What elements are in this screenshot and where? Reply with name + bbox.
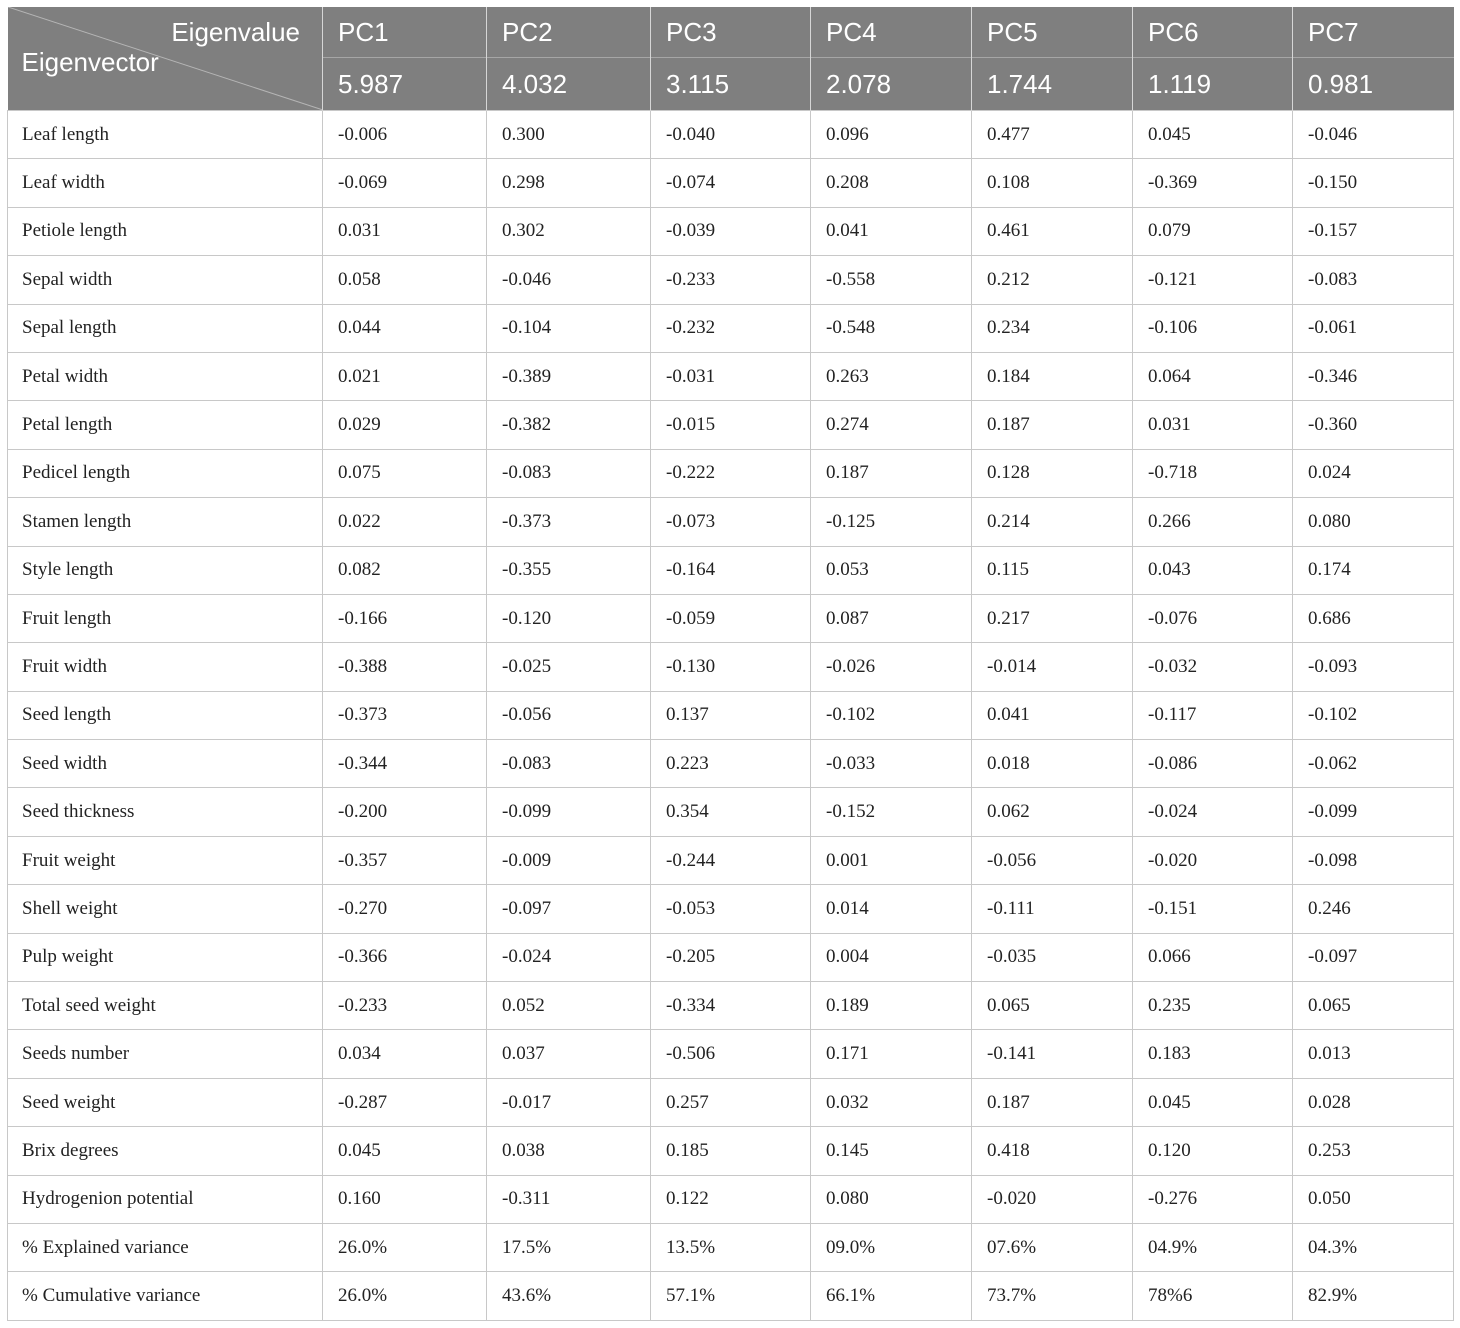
table-cell: 0.080 bbox=[811, 1175, 972, 1223]
table-cell: -0.117 bbox=[1133, 691, 1293, 739]
eigenvector-table bbox=[7, 7, 1454, 1321]
table-cell: -0.062 bbox=[1293, 740, 1454, 788]
table-cell: -0.097 bbox=[1293, 933, 1454, 981]
table-cell: -0.024 bbox=[1133, 788, 1293, 836]
table-cell: -0.111 bbox=[972, 885, 1133, 933]
table-cell: 0.234 bbox=[972, 304, 1133, 352]
table-cell: 0.160 bbox=[323, 1175, 487, 1223]
component-header: PC4 bbox=[811, 7, 972, 58]
table-row bbox=[8, 546, 1454, 594]
row-label: Seed length bbox=[8, 691, 323, 739]
table-cell: 0.266 bbox=[1133, 498, 1293, 546]
table-cell: -0.344 bbox=[323, 740, 487, 788]
table-cell: 82.9% bbox=[1293, 1272, 1454, 1320]
table-cell: -0.039 bbox=[651, 207, 811, 255]
row-label: Sepal width bbox=[8, 256, 323, 304]
table-cell: -0.357 bbox=[323, 836, 487, 884]
table-cell: -0.130 bbox=[651, 643, 811, 691]
table-cell: -0.232 bbox=[651, 304, 811, 352]
table-cell: -0.015 bbox=[651, 401, 811, 449]
table-cell: 0.208 bbox=[811, 159, 972, 207]
table-cell: -0.389 bbox=[487, 352, 651, 400]
row-label: Sepal length bbox=[8, 304, 323, 352]
eigenvalue-header: 0.981 bbox=[1293, 58, 1454, 111]
table-row bbox=[8, 594, 1454, 642]
table-cell: -0.014 bbox=[972, 643, 1133, 691]
table-cell: -0.099 bbox=[1293, 788, 1454, 836]
table-cell: -0.164 bbox=[651, 546, 811, 594]
component-header: PC3 bbox=[651, 7, 811, 58]
table-cell: 0.108 bbox=[972, 159, 1133, 207]
table-cell: -0.150 bbox=[1293, 159, 1454, 207]
row-label: Shell weight bbox=[8, 885, 323, 933]
row-label: Pulp weight bbox=[8, 933, 323, 981]
table-cell: 0.065 bbox=[1293, 982, 1454, 1030]
table-body bbox=[8, 111, 1454, 1321]
table-cell: -0.035 bbox=[972, 933, 1133, 981]
table-cell: -0.020 bbox=[972, 1175, 1133, 1223]
table-cell: -0.355 bbox=[487, 546, 651, 594]
table-cell: 0.418 bbox=[972, 1127, 1133, 1175]
row-label: Petal length bbox=[8, 401, 323, 449]
table-row bbox=[8, 1272, 1454, 1320]
table-row bbox=[8, 256, 1454, 304]
table-cell: -0.061 bbox=[1293, 304, 1454, 352]
table-row bbox=[8, 836, 1454, 884]
eigenvalue-header: 1.119 bbox=[1133, 58, 1293, 111]
row-label: Leaf length bbox=[8, 111, 323, 159]
table-cell: 0.041 bbox=[811, 207, 972, 255]
table-cell: 0.274 bbox=[811, 401, 972, 449]
table-cell: 0.087 bbox=[811, 594, 972, 642]
table-cell: 0.187 bbox=[972, 401, 1133, 449]
table-cell: -0.083 bbox=[1293, 256, 1454, 304]
table-row bbox=[8, 1175, 1454, 1223]
row-label: Petiole length bbox=[8, 207, 323, 255]
table-cell: 0.189 bbox=[811, 982, 972, 1030]
table-cell: -0.083 bbox=[487, 740, 651, 788]
table-cell: 0.174 bbox=[1293, 546, 1454, 594]
table-cell: -0.099 bbox=[487, 788, 651, 836]
component-header: PC2 bbox=[487, 7, 651, 58]
table-row bbox=[8, 1127, 1454, 1175]
table-cell: -0.033 bbox=[811, 740, 972, 788]
table-cell: 17.5% bbox=[487, 1223, 651, 1271]
table-row bbox=[8, 1078, 1454, 1126]
table-row bbox=[8, 159, 1454, 207]
table-cell: -0.369 bbox=[1133, 159, 1293, 207]
table-cell: -0.244 bbox=[651, 836, 811, 884]
table-cell: 0.029 bbox=[323, 401, 487, 449]
table-cell: -0.032 bbox=[1133, 643, 1293, 691]
table-cell: 0.115 bbox=[972, 546, 1133, 594]
table-cell: 0.187 bbox=[811, 449, 972, 497]
row-label: Pedicel length bbox=[8, 449, 323, 497]
table-cell: -0.017 bbox=[487, 1078, 651, 1126]
row-label: Seed thickness bbox=[8, 788, 323, 836]
table-cell: -0.360 bbox=[1293, 401, 1454, 449]
table-cell: -0.276 bbox=[1133, 1175, 1293, 1223]
eigenvalue-header: 2.078 bbox=[811, 58, 972, 111]
table-cell: -0.346 bbox=[1293, 352, 1454, 400]
table-cell: 0.044 bbox=[323, 304, 487, 352]
table-cell: 0.263 bbox=[811, 352, 972, 400]
table-cell: 57.1% bbox=[651, 1272, 811, 1320]
table-cell: -0.125 bbox=[811, 498, 972, 546]
table-cell: -0.031 bbox=[651, 352, 811, 400]
table-cell: -0.086 bbox=[1133, 740, 1293, 788]
table-cell: 0.031 bbox=[323, 207, 487, 255]
row-label: Seed weight bbox=[8, 1078, 323, 1126]
table-cell: -0.157 bbox=[1293, 207, 1454, 255]
table-cell: -0.025 bbox=[487, 643, 651, 691]
row-label: Brix degrees bbox=[8, 1127, 323, 1175]
table-cell: 0.079 bbox=[1133, 207, 1293, 255]
table-row bbox=[8, 498, 1454, 546]
table-cell: -0.270 bbox=[323, 885, 487, 933]
table-cell: 0.461 bbox=[972, 207, 1133, 255]
table-cell: 0.004 bbox=[811, 933, 972, 981]
table-cell: 0.037 bbox=[487, 1030, 651, 1078]
row-label: Seed width bbox=[8, 740, 323, 788]
table-cell: 0.477 bbox=[972, 111, 1133, 159]
table-cell: -0.382 bbox=[487, 401, 651, 449]
table-cell: 0.021 bbox=[323, 352, 487, 400]
table-cell: 0.053 bbox=[811, 546, 972, 594]
row-label: Leaf width bbox=[8, 159, 323, 207]
table-cell: 26.0% bbox=[323, 1223, 487, 1271]
row-label: Seeds number bbox=[8, 1030, 323, 1078]
table-cell: 0.235 bbox=[1133, 982, 1293, 1030]
table-cell: -0.053 bbox=[651, 885, 811, 933]
table-cell: -0.046 bbox=[487, 256, 651, 304]
eigenvalue-header: 1.744 bbox=[972, 58, 1133, 111]
table-cell: 0.032 bbox=[811, 1078, 972, 1126]
table-cell: 0.354 bbox=[651, 788, 811, 836]
table-cell: 0.082 bbox=[323, 546, 487, 594]
eigenvalue-header-label: Eigenvalue bbox=[171, 17, 300, 47]
table-cell: 73.7% bbox=[972, 1272, 1133, 1320]
table-cell: 0.050 bbox=[1293, 1175, 1454, 1223]
table-cell: -0.388 bbox=[323, 643, 487, 691]
table-cell: -0.205 bbox=[651, 933, 811, 981]
table-cell: -0.287 bbox=[323, 1078, 487, 1126]
table-cell: 0.253 bbox=[1293, 1127, 1454, 1175]
table-cell: 0.014 bbox=[811, 885, 972, 933]
table-cell: -0.024 bbox=[487, 933, 651, 981]
row-label: Total seed weight bbox=[8, 982, 323, 1030]
table-row bbox=[8, 740, 1454, 788]
table-cell: 0.038 bbox=[487, 1127, 651, 1175]
table-cell: 26.0% bbox=[323, 1272, 487, 1320]
table-cell: -0.506 bbox=[651, 1030, 811, 1078]
table-cell: 07.6% bbox=[972, 1223, 1133, 1271]
table-row bbox=[8, 449, 1454, 497]
table-row bbox=[8, 401, 1454, 449]
table-cell: 0.120 bbox=[1133, 1127, 1293, 1175]
component-header: PC1 bbox=[323, 7, 487, 58]
table-cell: 0.028 bbox=[1293, 1078, 1454, 1126]
table-cell: -0.102 bbox=[1293, 691, 1454, 739]
table-cell: -0.106 bbox=[1133, 304, 1293, 352]
table-row bbox=[8, 933, 1454, 981]
table-row bbox=[8, 1030, 1454, 1078]
row-label: Petal width bbox=[8, 352, 323, 400]
eigenvector-table-container bbox=[7, 7, 1453, 1321]
table-cell: 0.024 bbox=[1293, 449, 1454, 497]
table-cell: 0.122 bbox=[651, 1175, 811, 1223]
table-cell: -0.718 bbox=[1133, 449, 1293, 497]
table-cell: -0.166 bbox=[323, 594, 487, 642]
table-cell: -0.076 bbox=[1133, 594, 1293, 642]
table-cell: -0.373 bbox=[323, 691, 487, 739]
table-cell: 04.3% bbox=[1293, 1223, 1454, 1271]
table-cell: 0.171 bbox=[811, 1030, 972, 1078]
table-cell: -0.373 bbox=[487, 498, 651, 546]
table-cell: -0.233 bbox=[323, 982, 487, 1030]
table-row bbox=[8, 111, 1454, 159]
table-row bbox=[8, 207, 1454, 255]
table-cell: -0.074 bbox=[651, 159, 811, 207]
table-cell: 0.064 bbox=[1133, 352, 1293, 400]
table-cell: 0.185 bbox=[651, 1127, 811, 1175]
table-header bbox=[8, 7, 1454, 111]
table-row bbox=[8, 982, 1454, 1030]
table-cell: -0.009 bbox=[487, 836, 651, 884]
table-cell: 0.214 bbox=[972, 498, 1133, 546]
table-cell: 0.686 bbox=[1293, 594, 1454, 642]
eigenvalue-header: 3.115 bbox=[651, 58, 811, 111]
table-cell: 0.045 bbox=[1133, 111, 1293, 159]
table-cell: 0.045 bbox=[1133, 1078, 1293, 1126]
table-cell: 0.052 bbox=[487, 982, 651, 1030]
table-cell: 04.9% bbox=[1133, 1223, 1293, 1271]
table-cell: -0.120 bbox=[487, 594, 651, 642]
table-cell: -0.121 bbox=[1133, 256, 1293, 304]
table-cell: 0.022 bbox=[323, 498, 487, 546]
table-cell: -0.558 bbox=[811, 256, 972, 304]
table-cell: -0.006 bbox=[323, 111, 487, 159]
table-cell: -0.102 bbox=[811, 691, 972, 739]
table-cell: -0.104 bbox=[487, 304, 651, 352]
table-cell: -0.151 bbox=[1133, 885, 1293, 933]
table-cell: 0.302 bbox=[487, 207, 651, 255]
component-header: PC5 bbox=[972, 7, 1133, 58]
table-cell: 0.223 bbox=[651, 740, 811, 788]
row-label: Hydrogenion potential bbox=[8, 1175, 323, 1223]
table-cell: -0.026 bbox=[811, 643, 972, 691]
row-label: Fruit width bbox=[8, 643, 323, 691]
header-row-components bbox=[8, 7, 1454, 58]
table-cell: 0.187 bbox=[972, 1078, 1133, 1126]
table-cell: 0.145 bbox=[811, 1127, 972, 1175]
table-cell: -0.334 bbox=[651, 982, 811, 1030]
table-cell: 0.080 bbox=[1293, 498, 1454, 546]
table-cell: -0.056 bbox=[487, 691, 651, 739]
row-label: Stamen length bbox=[8, 498, 323, 546]
eigenvector-header-label: Eigenvector bbox=[21, 47, 159, 77]
table-cell: -0.141 bbox=[972, 1030, 1133, 1078]
table-cell: -0.069 bbox=[323, 159, 487, 207]
table-cell: 0.043 bbox=[1133, 546, 1293, 594]
table-cell: -0.098 bbox=[1293, 836, 1454, 884]
table-row bbox=[8, 691, 1454, 739]
table-row bbox=[8, 1223, 1454, 1271]
table-cell: -0.093 bbox=[1293, 643, 1454, 691]
corner-header-cell bbox=[8, 7, 323, 111]
table-row bbox=[8, 352, 1454, 400]
component-header: PC6 bbox=[1133, 7, 1293, 58]
table-cell: -0.233 bbox=[651, 256, 811, 304]
table-cell: 0.058 bbox=[323, 256, 487, 304]
table-cell: 0.096 bbox=[811, 111, 972, 159]
table-cell: 0.075 bbox=[323, 449, 487, 497]
row-label: Style length bbox=[8, 546, 323, 594]
table-cell: 0.128 bbox=[972, 449, 1133, 497]
table-cell: -0.097 bbox=[487, 885, 651, 933]
table-cell: -0.020 bbox=[1133, 836, 1293, 884]
table-cell: -0.046 bbox=[1293, 111, 1454, 159]
table-cell: -0.548 bbox=[811, 304, 972, 352]
table-cell: 0.184 bbox=[972, 352, 1133, 400]
table-cell: 78%6 bbox=[1133, 1272, 1293, 1320]
table-cell: -0.222 bbox=[651, 449, 811, 497]
table-cell: -0.366 bbox=[323, 933, 487, 981]
row-label: Fruit length bbox=[8, 594, 323, 642]
table-cell: -0.152 bbox=[811, 788, 972, 836]
table-cell: 0.018 bbox=[972, 740, 1133, 788]
table-cell: 43.6% bbox=[487, 1272, 651, 1320]
table-cell: 0.001 bbox=[811, 836, 972, 884]
table-cell: 0.212 bbox=[972, 256, 1133, 304]
row-label: Fruit weight bbox=[8, 836, 323, 884]
table-cell: 0.300 bbox=[487, 111, 651, 159]
table-cell: 0.246 bbox=[1293, 885, 1454, 933]
table-cell: 0.257 bbox=[651, 1078, 811, 1126]
table-cell: 0.062 bbox=[972, 788, 1133, 836]
table-row bbox=[8, 788, 1454, 836]
table-cell: 09.0% bbox=[811, 1223, 972, 1271]
table-cell: 0.217 bbox=[972, 594, 1133, 642]
row-label: % Explained variance bbox=[8, 1223, 323, 1271]
table-cell: 0.041 bbox=[972, 691, 1133, 739]
table-cell: 0.183 bbox=[1133, 1030, 1293, 1078]
table-cell: 0.031 bbox=[1133, 401, 1293, 449]
component-header: PC7 bbox=[1293, 7, 1454, 58]
table-cell: 0.034 bbox=[323, 1030, 487, 1078]
table-cell: 0.013 bbox=[1293, 1030, 1454, 1078]
table-cell: -0.059 bbox=[651, 594, 811, 642]
table-cell: 66.1% bbox=[811, 1272, 972, 1320]
table-cell: 13.5% bbox=[651, 1223, 811, 1271]
table-cell: 0.065 bbox=[972, 982, 1133, 1030]
table-cell: -0.311 bbox=[487, 1175, 651, 1223]
table-row bbox=[8, 304, 1454, 352]
table-cell: 0.137 bbox=[651, 691, 811, 739]
table-cell: -0.056 bbox=[972, 836, 1133, 884]
eigenvalue-header: 4.032 bbox=[487, 58, 651, 111]
row-label: % Cumulative variance bbox=[8, 1272, 323, 1320]
table-cell: 0.066 bbox=[1133, 933, 1293, 981]
table-cell: 0.298 bbox=[487, 159, 651, 207]
table-cell: -0.040 bbox=[651, 111, 811, 159]
table-cell: -0.073 bbox=[651, 498, 811, 546]
table-cell: 0.045 bbox=[323, 1127, 487, 1175]
table-row bbox=[8, 885, 1454, 933]
table-row bbox=[8, 643, 1454, 691]
table-cell: -0.083 bbox=[487, 449, 651, 497]
table-cell: -0.200 bbox=[323, 788, 487, 836]
eigenvalue-header: 5.987 bbox=[323, 58, 487, 111]
